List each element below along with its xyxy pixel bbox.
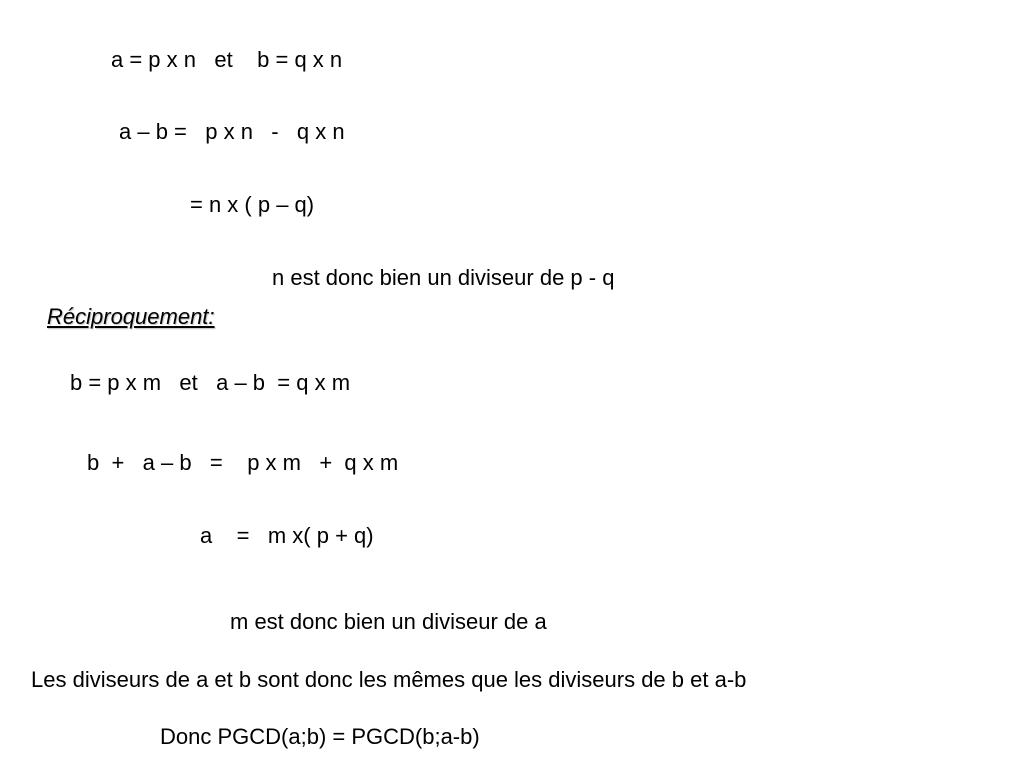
- equation-b-and-difference: b = p x m et a – b = q x m: [70, 370, 351, 395]
- conclusion-n-divisor: n est donc bien un diviseur de p - q: [272, 265, 615, 290]
- equation-difference: a – b = p x n - q x n: [119, 119, 345, 144]
- section-title-reciproquement: Réciproquement:: [47, 304, 215, 329]
- conclusion-pgcd: Donc PGCD(a;b) = PGCD(b;a-b): [160, 724, 480, 749]
- conclusion-m-divisor: m est donc bien un diviseur de a: [230, 609, 547, 634]
- equation-a-factored: a = m x( p + q): [200, 523, 374, 548]
- statement-common-divisors: Les diviseurs de a et b sont donc les mêmes que les diviseurs de b et a-b: [31, 667, 747, 692]
- equation-a-b-definition: a = p x n et b = q x n: [111, 47, 343, 72]
- equation-factored: = n x ( p – q): [190, 192, 315, 217]
- equation-sum: b + a – b = p x m + q x m: [87, 450, 399, 475]
